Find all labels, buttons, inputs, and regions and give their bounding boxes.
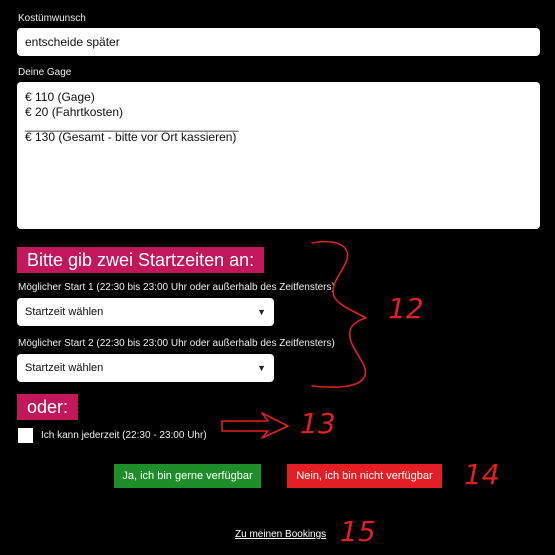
available-no-button[interactable]: Nein, ich bin nicht verfügbar — [287, 464, 442, 488]
annotation-14: 14 — [464, 458, 500, 491]
chevron-down-icon: ▼ — [257, 363, 266, 373]
start-times-heading: Bitte gib zwei Startzeiten an: — [17, 247, 264, 273]
arrow-13-shape — [222, 413, 288, 438]
or-heading: oder: — [17, 394, 78, 420]
brace-12-shape — [312, 242, 366, 387]
start1-select-value: Startzeit wählen — [25, 306, 104, 318]
fee-line: € 110 (Gage) — [25, 90, 95, 104]
chevron-down-icon: ▼ — [257, 307, 266, 317]
start2-select-value: Startzeit wählen — [25, 362, 104, 374]
start2-select[interactable] — [17, 354, 274, 382]
anytime-label: Ich kann jederzeit (22:30 - 23:00 Uhr) — [41, 430, 207, 441]
anytime-checkbox[interactable] — [18, 428, 33, 443]
available-yes-button[interactable]: Ja, ich bin gerne verfügbar — [114, 464, 261, 488]
costume-label: Kostümwunsch — [18, 13, 86, 24]
fee-line: € 20 (Fahrtkosten) — [25, 105, 124, 119]
annotation-15: 15 — [340, 515, 376, 548]
annotation-12: 12 — [388, 292, 424, 325]
costume-input[interactable]: entscheide später — [17, 28, 540, 56]
bookings-link[interactable]: Zu meinen Bookings — [235, 529, 327, 540]
start2-label: Möglicher Start 2 (22:30 bis 23:00 Uhr oder außerhalb des Zeitfensters) — [18, 338, 335, 349]
fee-label: Deine Gage — [18, 67, 72, 78]
fee-textarea[interactable] — [17, 82, 540, 229]
fee-line: € 130 (Gesamt - bitte vor Ort kassieren) — [25, 130, 237, 144]
start1-select[interactable] — [17, 298, 274, 326]
annotation-13: 13 — [300, 407, 336, 440]
fee-line: ________________________________ — [25, 118, 239, 132]
start1-label: Möglicher Start 1 (22:30 bis 23:00 Uhr oder außerhalb des Zeitfensters) — [18, 282, 335, 293]
